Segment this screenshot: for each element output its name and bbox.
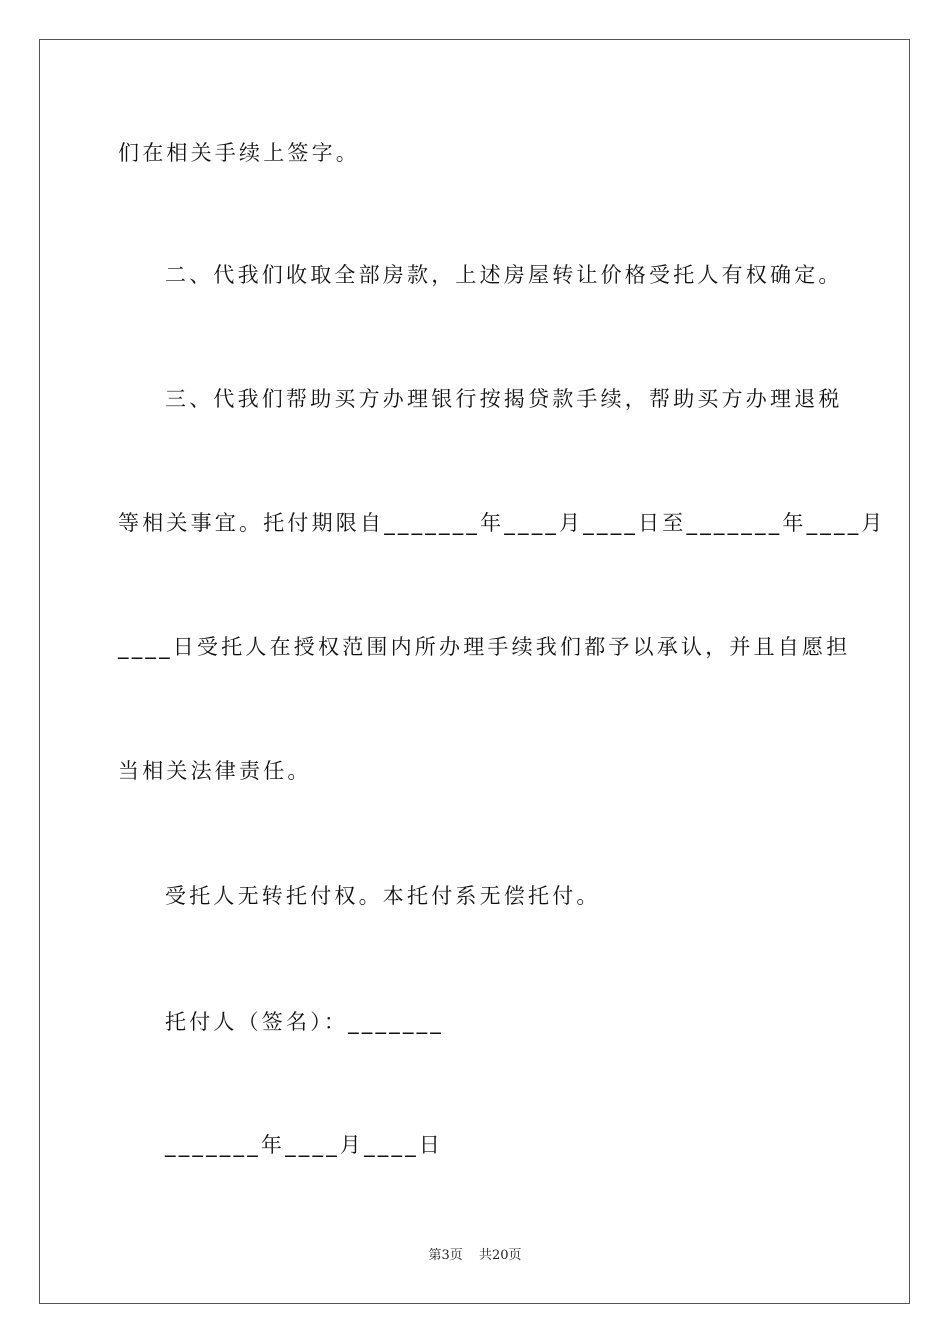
date-line: _______年____月____日: [165, 1133, 444, 1157]
clause-three-line-1: 三、代我们帮助买方办理银行按揭贷款手续，帮助买方办理退税: [165, 387, 843, 411]
page-current: 第3页: [428, 1248, 463, 1263]
clause-three-line-4: 当相关法律责任。: [118, 759, 312, 783]
no-subdelegation-clause: 受托人无转托付权。本托付系无偿托付。: [165, 884, 601, 908]
paragraph-line-1: 们在相关手续上签字。: [118, 141, 360, 165]
page-frame: [39, 39, 910, 1304]
signature-line: 托付人（签名）：_______: [165, 1010, 444, 1034]
page-total: 共20页: [478, 1248, 522, 1263]
clause-three-line-2: 等相关事宜。托付期限自_______年____月____日至_______年____月: [118, 511, 886, 535]
clause-two: 二、代我们收取全部房款，上述房屋转让价格受托人有权确定。: [165, 263, 843, 287]
clause-three-line-3: ____日受托人在授权范围内所办理手续我们都予以承认，并且自愿担: [118, 635, 851, 659]
page-footer: [0, 1248, 950, 1264]
